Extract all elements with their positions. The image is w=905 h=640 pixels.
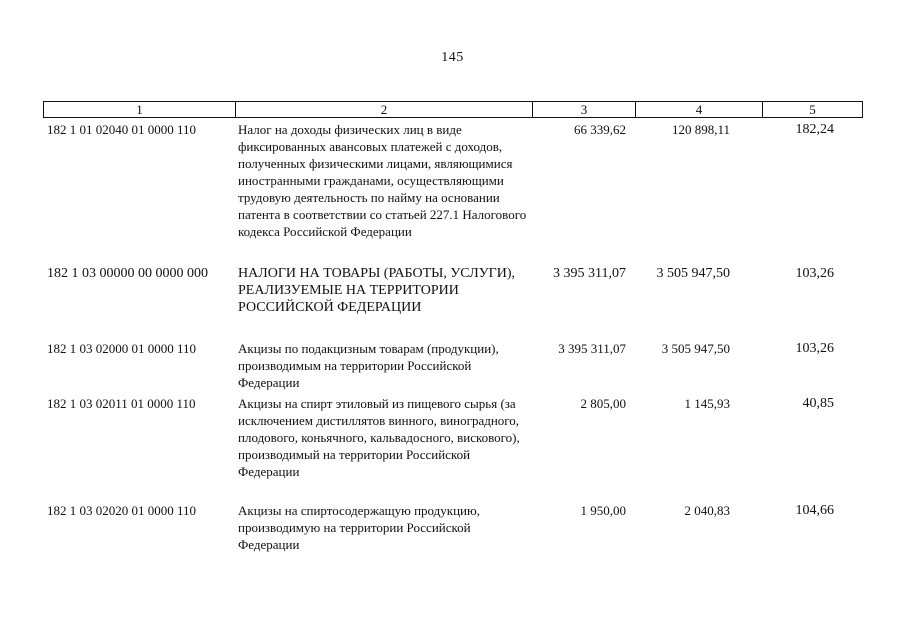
budget-code: 182 1 03 02011 01 0000 110 — [47, 396, 196, 411]
column-header-1: 1 — [44, 102, 236, 117]
column-header-2: 2 — [236, 102, 533, 117]
value-col-5: 182,24 — [795, 122, 834, 137]
value-col-5: 40,85 — [802, 396, 834, 411]
value-col-4: 1 145,93 — [684, 396, 730, 411]
budget-code: 182 1 03 02020 01 0000 110 — [47, 503, 197, 518]
value-col-5: 103,26 — [795, 341, 834, 356]
page-number: 145 — [441, 50, 464, 65]
row-description: Акцизы на спирт этиловый из пищевого сырья (за исключением дистиллятов винного, виноградного, плодового, коньячного, кальвадосного, вискового), производимый на территории Российской Федерации — [238, 396, 520, 479]
budget-code: 182 1 03 02000 01 0000 110 — [47, 341, 197, 356]
row-description: Акцизы по подакцизным товарам (продукции), производимым на территории Российской Федерации — [238, 341, 499, 390]
budget-code: 182 1 01 02040 01 0000 110 — [47, 122, 197, 137]
row-description: НАЛОГИ НА ТОВАРЫ (РАБОТЫ, УСЛУГИ), РЕАЛИЗУЕМЫЕ НА ТЕРРИТОРИИ РОССИЙСКОЙ ФЕДЕРАЦИИ — [238, 266, 516, 315]
value-col-3: 3 395 311,07 — [553, 266, 626, 281]
budget-code: 182 1 03 00000 00 0000 000 — [47, 266, 208, 281]
value-col-4: 120 898,11 — [671, 122, 730, 137]
column-header-3: 3 — [533, 102, 636, 117]
value-col-4: 3 505 947,50 — [656, 266, 730, 281]
value-col-3: 1 950,00 — [580, 503, 626, 518]
value-col-5: 104,66 — [795, 503, 834, 518]
value-col-4: 3 505 947,50 — [661, 341, 730, 356]
column-header-5: 5 — [809, 102, 816, 117]
value-col-5: 103,26 — [795, 266, 834, 281]
column-header-4: 4 — [636, 102, 763, 117]
value-col-3: 3 395 311,07 — [558, 341, 626, 356]
value-col-3: 2 805,00 — [580, 396, 626, 411]
row-description: Акцизы на спиртосодержащую продукцию, производимую на территории Российской Федерации — [238, 503, 480, 552]
value-col-4: 2 040,83 — [684, 503, 730, 518]
row-description: Налог на доходы физических лиц в виде фиксированных авансовых платежей с доходов, полученных физическими лицами, являющимися иностранными гражданами, осуществляющими трудовую деятельность по найму на основании патента в соответствии со статьей 227.1 Налогового кодекса Российской Федерации — [238, 122, 527, 239]
table-header — [43, 101, 863, 118]
value-col-3: 66 339,62 — [574, 122, 626, 137]
